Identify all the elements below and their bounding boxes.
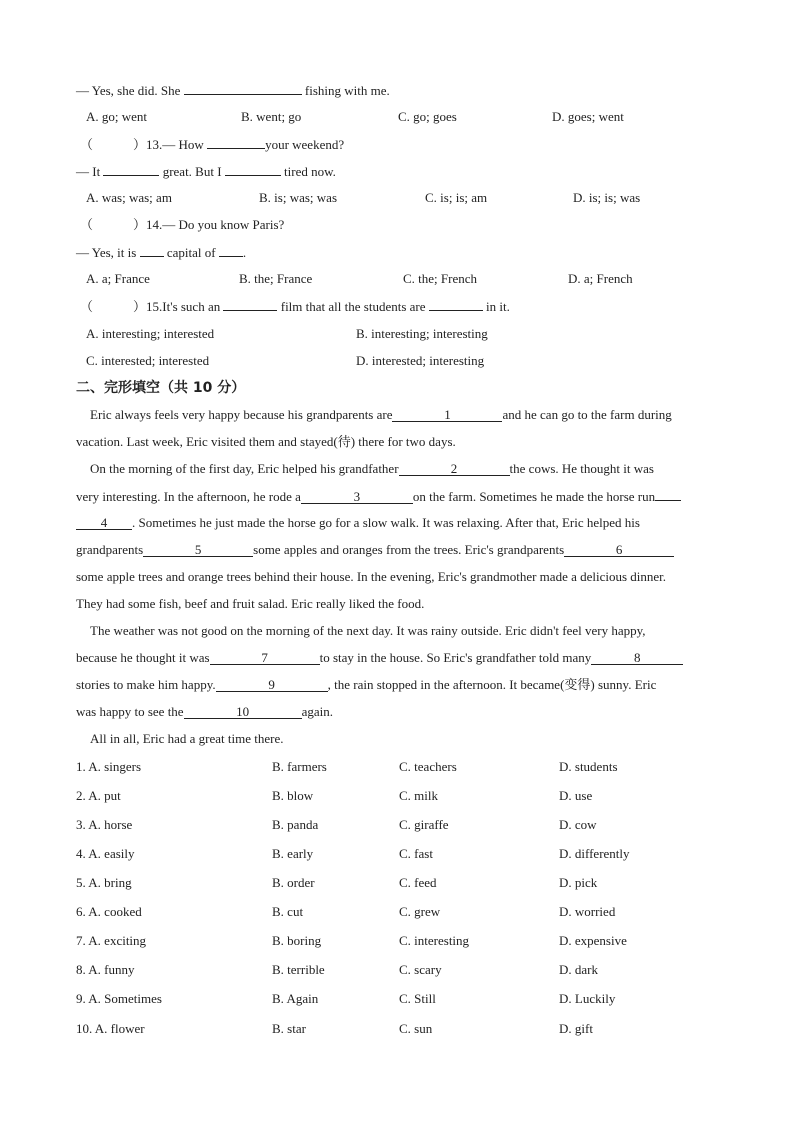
choice-9-d[interactable]: D. Luckily <box>559 991 616 1006</box>
passage-blank-5[interactable]: 5 <box>143 543 253 557</box>
choice-2-b[interactable]: B. blow <box>272 788 314 803</box>
passage-blank-3[interactable]: 3 <box>301 490 413 504</box>
q13-answer: — It great. But I tired now. <box>76 164 336 179</box>
passage-line: because he thought it was 7 to stay in the house. So Eric's grandfather told many 8 <box>76 650 724 666</box>
q14-option-d[interactable]: D. a; French <box>568 271 633 286</box>
choice-7-c[interactable]: C. interesting <box>399 933 470 948</box>
choice-8-c[interactable]: C. scary <box>399 962 442 977</box>
choice-7-d[interactable]: D. expensive <box>559 933 627 948</box>
choice-5-c[interactable]: C. feed <box>399 875 437 890</box>
choice-4-a[interactable]: 4. A. easily <box>76 846 135 861</box>
choice-9-c[interactable]: C. Still <box>399 991 436 1006</box>
q14-blank-2[interactable] <box>219 244 243 257</box>
q12-option-b[interactable]: B. went; go <box>241 109 302 124</box>
passage-blank-4-lead <box>655 488 681 501</box>
passage-line: On the morning of the first day, Eric helped his grandfather 2 the cows. He thought it was <box>90 461 654 476</box>
passage-blank-8[interactable]: 8 <box>591 651 683 665</box>
choice-1-c[interactable]: C. teachers <box>399 759 457 774</box>
q15-blank-2[interactable] <box>429 298 483 311</box>
choice-7-a[interactable]: 7. A. exciting <box>76 933 147 948</box>
passage-line: some apple trees and orange trees behind their house. In the evening, Eric's grandmother made a delicious dinner. <box>76 569 667 584</box>
choice-5-d[interactable]: D. pick <box>559 875 598 890</box>
q12-answer-line: — Yes, she did. She fishing with me. <box>76 83 390 98</box>
passage-blank-4[interactable]: 4 <box>76 516 132 530</box>
passage-line: grandparents 5 some apples and oranges from the trees. Eric's grandparents 6 <box>76 542 724 558</box>
passage-line: stories to make him happy. 9 , the rain stopped in the afternoon. It became(变得) sunny. Eric <box>76 677 657 692</box>
q13-blank-3[interactable] <box>225 163 281 176</box>
q15-option-d[interactable]: D. interested; interesting <box>356 353 485 368</box>
q14-option-b[interactable]: B. the; France <box>239 271 313 286</box>
passage-blank-9[interactable]: 9 <box>216 678 328 692</box>
passage-line: They had some fish, beef and fruit salad. Eric really liked the food. <box>76 596 425 611</box>
passage-blank-1[interactable]: 1 <box>392 408 502 422</box>
choice-2-a[interactable]: 2. A. put <box>76 788 121 803</box>
passage-blank-10[interactable]: 10 <box>184 705 302 719</box>
passage-line: Eric always feels very happy because his grandparents are 1 and he can go to the farm during <box>90 407 672 422</box>
choice-10-c[interactable]: C. sun <box>399 1021 433 1036</box>
choice-1-b[interactable]: B. farmers <box>272 759 327 774</box>
section-heading: 二、完形填空（共 10 分） <box>76 380 246 396</box>
choice-6-d[interactable]: D. worried <box>559 904 616 919</box>
choice-3-d[interactable]: D. cow <box>559 817 597 832</box>
passage-blank-2[interactable]: 2 <box>399 462 510 476</box>
q12-option-c[interactable]: C. go; goes <box>398 109 457 124</box>
choice-3-a[interactable]: 3. A. horse <box>76 817 133 832</box>
passage-line: 4 . Sometimes he just made the horse go for a slow walk. It was relaxing. After that, Eric helped his <box>76 515 724 531</box>
q13-option-d[interactable]: D. is; is; was <box>573 190 641 205</box>
q15-question: （ ）15.It's such an film that all the students are in it. <box>80 299 510 314</box>
passage-line: The weather was not good on the morning of the next day. It was rainy outside. Eric didn't feel very happy, <box>90 623 646 638</box>
choice-4-c[interactable]: C. fast <box>399 846 433 861</box>
passage-blank-6[interactable]: 6 <box>564 543 674 557</box>
choice-3-c[interactable]: C. giraffe <box>399 817 449 832</box>
choice-9-a[interactable]: 9. A. Sometimes <box>76 991 162 1006</box>
choice-2-c[interactable]: C. milk <box>399 788 439 803</box>
choice-1-d[interactable]: D. students <box>559 759 618 774</box>
q13-option-b[interactable]: B. is; was; was <box>259 190 337 205</box>
choice-7-b[interactable]: B. boring <box>272 933 322 948</box>
choice-4-b[interactable]: B. early <box>272 846 314 861</box>
passage-line: All in all, Eric had a great time there. <box>90 731 284 746</box>
choice-8-b[interactable]: B. terrible <box>272 962 325 977</box>
q15-option-a[interactable]: A. interesting; interested <box>86 326 215 341</box>
choice-2-d[interactable]: D. use <box>559 788 593 803</box>
q14-answer: — Yes, it is capital of . <box>76 245 247 260</box>
q13-question: （ ）13.— How your weekend? <box>80 137 345 152</box>
q12-option-a[interactable]: A. go; went <box>86 109 148 124</box>
q13-option-a[interactable]: A. was; was; am <box>86 190 172 205</box>
q12-blank[interactable] <box>184 82 302 95</box>
choice-1-a[interactable]: 1. A. singers <box>76 759 141 774</box>
choice-6-c[interactable]: C. grew <box>399 904 441 919</box>
choice-10-d[interactable]: D. gift <box>559 1021 593 1036</box>
choice-10-b[interactable]: B. star <box>272 1021 306 1036</box>
choice-10-a[interactable]: 10. A. flower <box>76 1021 145 1036</box>
choice-5-a[interactable]: 5. A. bring <box>76 875 132 890</box>
q13-blank-1[interactable] <box>207 136 265 149</box>
choice-8-d[interactable]: D. dark <box>559 962 598 977</box>
q15-option-c[interactable]: C. interested; interested <box>86 353 210 368</box>
q13-option-c[interactable]: C. is; is; am <box>425 190 488 205</box>
q14-option-a[interactable]: A. a; France <box>86 271 150 286</box>
choice-5-b[interactable]: B. order <box>272 875 315 890</box>
q14-question: （ ）14.— Do you know Paris? <box>80 217 285 232</box>
choice-6-b[interactable]: B. cut <box>272 904 304 919</box>
choice-6-a[interactable]: 6. A. cooked <box>76 904 142 919</box>
q15-blank-1[interactable] <box>223 298 277 311</box>
q12-option-d[interactable]: D. goes; went <box>552 109 624 124</box>
passage-blank-7[interactable]: 7 <box>210 651 320 665</box>
passage-line: was happy to see the 10 again. <box>76 704 333 719</box>
q15-option-b[interactable]: B. interesting; interesting <box>356 326 488 341</box>
choice-8-a[interactable]: 8. A. funny <box>76 962 135 977</box>
q14-blank-1[interactable] <box>140 244 164 257</box>
passage-line: vacation. Last week, Eric visited them and stayed(待) there for two days. <box>76 434 456 449</box>
q13-blank-2[interactable] <box>103 163 159 176</box>
choice-3-b[interactable]: B. panda <box>272 817 319 832</box>
q14-option-c[interactable]: C. the; French <box>403 271 478 286</box>
passage-line: very interesting. In the afternoon, he rode a 3 on the farm. Sometimes he made the horse run <box>76 488 724 505</box>
choice-9-b[interactable]: B. Again <box>272 991 319 1006</box>
choice-4-d[interactable]: D. differently <box>559 846 630 861</box>
